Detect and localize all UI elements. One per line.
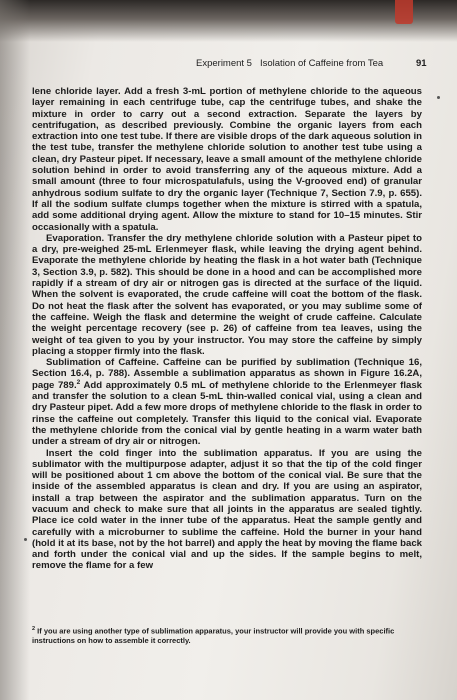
paragraph xyxy=(32,357,422,447)
paragraph-part: Sublimation of Caffeine. Caffeine can be purified by sublimation (Technique 16, Section 16.4, p. 788). Assemble a sublimation apparatus as shown in Figure 16.2A, page 789. xyxy=(32,357,422,391)
speck xyxy=(24,538,27,541)
paragraph: Evaporation. Transfer the dry methylene chloride solution with a Pasteur pipet to a dry, pre-weighed 25-mL Erlenmeyer flask, while leaving the drying agent behind. Evaporate the methylene chloride by heating the flask in a hot water bath (Technique 3, Section 3.9, p. 582). This should be done in a hood and can be accomplished more rapidly if a stream of dry air or nitrogen gas is directed at the surface of the liquid. When the solvent is evaporated, the crude caffeine will coat the bottom of the flask. Do not heat the flask after the solvent has evaporated, or you may sublime some of the caffeine. Weigh the flask and determine the weight of crude caffeine. Calculate the weight percentage recovery (see p. 26) of caffeine from tea leaves, using the weight of tea given to you by your instructor. You may store the caffeine by simply placing a stopper firmly into the flask. xyxy=(32,232,422,357)
footnote xyxy=(32,625,402,646)
body-text xyxy=(32,86,422,572)
bookmark-tab xyxy=(395,0,413,24)
page-top-shadow xyxy=(0,0,457,42)
speck xyxy=(437,96,440,99)
paragraph: lene chloride layer. Add a fresh 3-mL portion of methylene chloride to the aqueous layer remaining in each centrifuge tube, cap the centrifuge tubes, and shake the mixture in order to carry out a second extraction. Separate the layers by centrifugation, as described previously. Combine the organic layers from each extraction into one test tube. If there are visible drops of the dark aqueous solution in the test tube, transfer the methylene chloride solution to another test tube using a clean, dry Pasteur pipet. If necessary, leave a small amount of the methylene chloride solution behind in order to avoid transferring any of the aqueous mixture. Add a small amount (three to four microspatulafuls, using the V-grooved end) of granular anhydrous sodium sulfate to dry the organic layer (Technique 7, Section 7.9, p. 655). If all the sodium sulfate clumps together when the mixture is stirred with a spatula, add some additional drying agent. Allow the mixture to stand for 10–15 minutes. Stir occasionally with a spatula. xyxy=(32,86,422,233)
paragraph: Insert the cold finger into the sublimation apparatus. If you are using the sublimator with the multipurpose adapter, adjust it so that the tip of the cold finger will be positioned about 1 cm above the bottom of the conical vial. Be sure that the inside of the assembled apparatus is clean and dry. If you are using an aspirator, install a trap between the aspirator and the sublimation apparatus. Turn on the vacuum and check to make sure that all joints in the apparatus are sealed tightly. Place ice cold water in the inner tube of the apparatus. Heat the sample gently and carefully with a microburner to sublime the caffeine. Hold the burner in your hand (hold it at its base, not by the hot barrel) and apply the heat by moving the flame back and forth under the conical vial and up the sides. If the sample begins to melt, remove the flame for a few xyxy=(32,447,422,572)
page-left-shadow xyxy=(0,0,30,700)
footnote-text: If you are using another type of sublimation apparatus, your instructor will provide you with specific instructions on how to assemble it correctly. xyxy=(32,626,395,645)
chapter-label: Experiment 5 xyxy=(196,58,252,69)
page-number: 91 xyxy=(416,58,427,69)
footnote-marker: 2 xyxy=(32,626,36,632)
paragraph-part: Add approximately 0.5 mL of methylene chloride to the Erlenmeyer flask and transfer the solution to a clean 5-mL thin-walled conical vial, using a clean and dry Pasteur pipet. Add a few more drops of methylene chloride to the flask in order to rinse the caffeine out completely. Transfer this liquid to the conical vial. Evaporate the methylene chloride from the conical vial by gentle heating in a warm water bath under a stream of dry air or nitrogen. xyxy=(32,379,422,448)
chapter-title: Isolation of Caffeine from Tea xyxy=(259,58,384,69)
footnote-reference: 2 xyxy=(76,378,81,386)
running-header xyxy=(196,58,383,69)
